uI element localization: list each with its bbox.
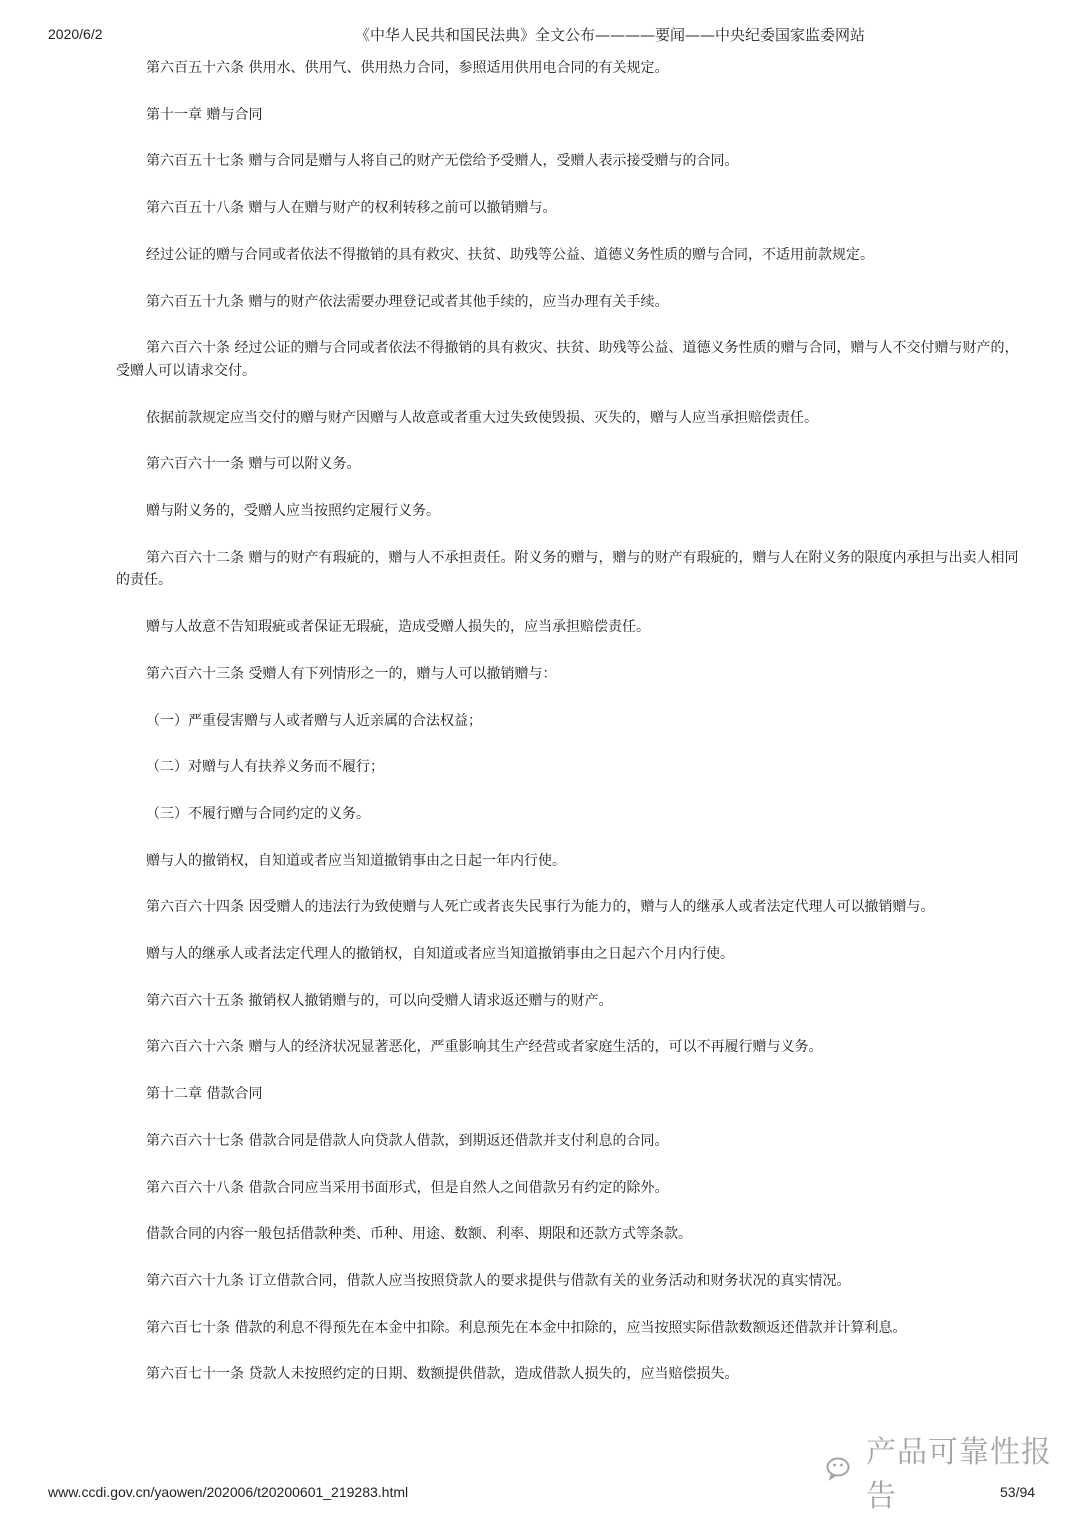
- paragraph: 赠与附义务的，受赠人应当按照约定履行义务。: [146, 503, 440, 520]
- paragraph: 依据前款规定应当交付的赠与财产因赠与人故意或者重大过失致使毁损、灭失的，赠与人应当承担赔偿责任。: [146, 409, 818, 426]
- paragraph: 第六百五十七条 赠与合同是赠与人将自己的财产无偿给予受赠人，受赠人表示接受赠与的合同。: [146, 153, 739, 170]
- paragraph: 第六百六十四条 因受赠人的违法行为致使赠与人死亡或者丧失民事行为能力的，赠与人的继承人或者法定代理人可以撤销赠与。: [146, 899, 935, 916]
- watermark: [826, 1427, 1080, 1515]
- paragraph: 第六百六十一条 赠与可以附义务。: [146, 456, 361, 473]
- paragraph: 借款合同的内容一般包括借款种类、币种、用途、数额、利率、期限和还款方式等条款。: [146, 1226, 692, 1243]
- paragraph: 第六百七十条 借款的利息不得预先在本金中扣除。利息预先在本金中扣除的，应当按照实际借款数额返还借款并计算利息。: [146, 1319, 907, 1336]
- paragraph: 第六百五十九条 赠与的财产依法需要办理登记或者其他手续的，应当办理有关手续。: [146, 293, 669, 310]
- chapter-heading: 第十一章 赠与合同: [146, 106, 263, 123]
- paragraph: 第六百六十三条 受赠人有下列情形之一的，赠与人可以撤销赠与：: [146, 665, 557, 682]
- document-body: [116, 57, 1032, 1410]
- watermark-text: 产品可靠性报告: [866, 1435, 1052, 1514]
- paragraph: 第六百七十一条 贷款人未按照约定的日期、数额提供借款，造成借款人损失的，应当赔偿损失。: [146, 1366, 739, 1383]
- paragraph: 第六百六十八条 借款合同应当采用书面形式，但是自然人之间借款另有约定的除外。: [146, 1179, 669, 1196]
- list-item: （一）严重侵害赠与人或者赠与人近亲属的合法权益；: [146, 712, 482, 729]
- header-date: 2020/6/2: [48, 26, 103, 42]
- paragraph: 第六百五十六条 供用水、供用气、供用热力合同，参照适用供用电合同的有关规定。: [146, 60, 669, 76]
- paragraph: 第六百六十六条 赠与人的经济状况显著恶化，严重影响其生产经营或者家庭生活的，可以不再履行赠与义务。: [146, 1039, 823, 1056]
- paragraph: 第六百六十条 经过公证的赠与合同或者依法不得撤销的具有救灾、扶贫、助残等公益、道德义务性质的赠与合同，赠与人不交付赠与财产的，受赠人可以请求交付。: [116, 340, 1019, 379]
- list-item: （二）对赠与人有扶养义务而不履行；: [146, 759, 384, 776]
- paragraph: 第六百六十五条 撤销权人撤销赠与的，可以向受赠人请求返还赠与的财产。: [146, 992, 613, 1009]
- wechat-icon: [826, 1456, 856, 1486]
- paragraph: 赠与人的撤销权，自知道或者应当知道撤销事由之日起一年内行使。: [146, 852, 566, 869]
- paragraph: 经过公证的赠与合同或者依法不得撤销的具有救灾、扶贫、助残等公益、道德义务性质的赠与合同，不适用前款规定。: [146, 246, 874, 263]
- paragraph: 第六百五十八条 赠与人在赠与财产的权利转移之前可以撤销赠与。: [146, 200, 557, 217]
- list-item: （三）不履行赠与合同约定的义务。: [146, 805, 370, 822]
- paragraph: 第六百六十二条 赠与的财产有瑕疵的，赠与人不承担责任。附义务的赠与，赠与的财产有瑕疵的，赠与人在附义务的限度内承担与出卖人相同的责任。: [116, 549, 1019, 589]
- paragraph: 第六百六十九条 订立借款合同，借款人应当按照贷款人的要求提供与借款有关的业务活动和财务状况的真实情况。: [146, 1272, 851, 1289]
- chapter-heading: 第十二章 借款合同: [146, 1086, 263, 1103]
- paragraph: 第六百六十七条 借款合同是借款人向贷款人借款，到期返还借款并支付利息的合同。: [146, 1132, 669, 1149]
- paragraph: 赠与人的继承人或者法定代理人的撤销权，自知道或者应当知道撤销事由之日起六个月内行使。: [146, 946, 734, 963]
- header-title: 《中华人民共和国民法典》全文公布————要闻——中央纪委国家监委网站: [355, 26, 866, 44]
- footer-url[interactable]: www.ccdi.gov.cn/yaowen/202006/t20200601_219283.html: [48, 1484, 409, 1500]
- page-number: 53/94: [1000, 1484, 1036, 1500]
- paragraph: 赠与人故意不告知瑕疵或者保证无瑕疵，造成受赠人损失的，应当承担赔偿责任。: [146, 619, 650, 636]
